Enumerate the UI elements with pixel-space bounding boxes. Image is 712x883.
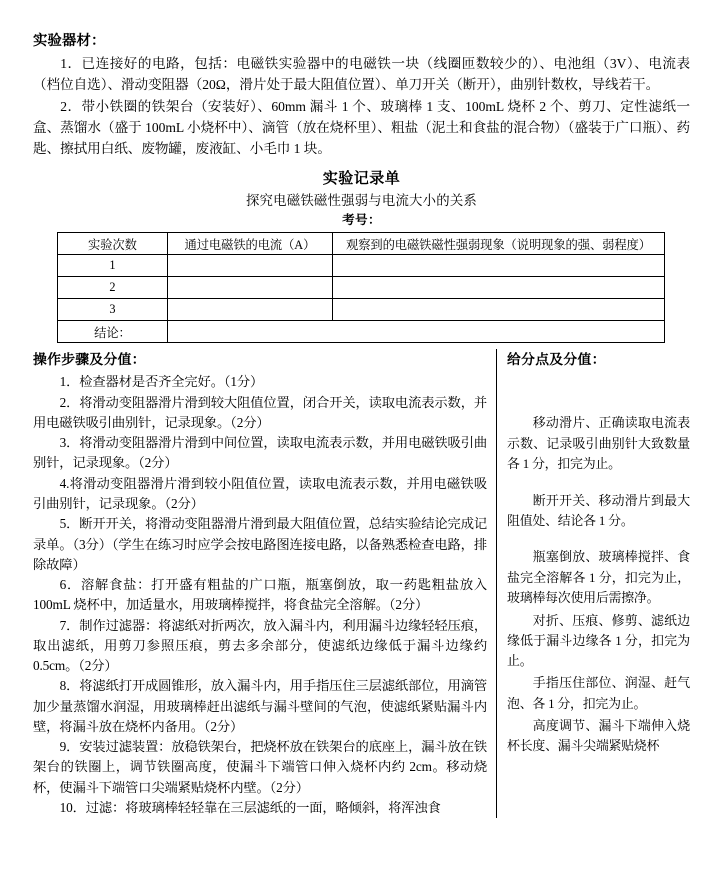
scoring-item: 高度调节、漏斗下端伸入烧杯长度、漏斗尖端紧贴烧杯: [507, 718, 690, 753]
table-row: [58, 299, 665, 321]
materials-item: 2．带小铁圈的铁架台（安装好）、60mm 漏斗 1 个、玻璃棒 1 支、100mL 烧杯 2 个、剪刀、定性滤纸一盒、蒸馏水（盛于 100mL 小烧杯中）、滴管（放在烧杯里）、粗盐（泥土和食盐的混合物）（盛装于广口瓶）、药匙、擦拭用白纸、废物罐，废液缸、小毛巾 1 块。: [33, 98, 690, 157]
conclusion-label: 结论：: [58, 321, 168, 343]
cell-current[interactable]: [167, 277, 332, 299]
scoring-item: 对折、压痕、修剪、滤纸边缘低于漏斗边缘各 1 分，扣完为止。: [507, 613, 690, 669]
materials-item: 1．已连接好的电路，包括：电磁铁实验器中的电磁铁一块（线圈匝数较少的）、电池组（3V）、电流表（档位自选）、滑动变阻器（20Ω，滑片处于最大阻值位置）、单刀开关（断开），曲别针数枚，导线若干。: [33, 56, 690, 93]
record-sheet-title: 实验记录单: [322, 171, 401, 188]
step-item: 3．将滑动变阻器滑片滑到中间位置，读取电流表示数，并用电磁铁吸引曲别针，记录现象。（2分）: [33, 435, 487, 471]
steps-heading: 操作步骤及分值：: [33, 352, 146, 368]
scoring-item: 移动滑片、正确读取电流表示数、记录吸引曲别针大致数量各 1 分，扣完为止。: [507, 416, 690, 471]
step-item: 4.将滑动变阻器滑片滑到较小阻值位置，读取电流表示数，并用电磁铁吸引曲别针，记录现象。（2分）: [33, 475, 487, 511]
record-table-wrap: [33, 232, 690, 343]
column-header-trial: 实验次数: [58, 233, 168, 255]
cell-observation[interactable]: [332, 255, 664, 277]
step-item: 8．将滤纸打开成圆锥形，放入漏斗内，用手指压住三层滤纸部位，用滴管加少量蒸馏水润湿，用玻璃棒赶出滤纸与漏斗壁间的气泡，使滤纸紧贴漏斗内壁，将漏斗放在烧杯内备用。（2分）: [33, 678, 487, 734]
row-index: 2: [58, 277, 168, 299]
step-item: 9．安装过滤装置：放稳铁架台，把烧杯放在铁架台的底座上，漏斗放在铁架台的铁圈上，调节铁圈高度，使漏斗下端管口伸入烧杯内约 2cm。移动烧杯，使漏斗下端管口尖端紧贴烧杯内壁。（2分）: [33, 739, 487, 795]
column-header-current: 通过电磁铁的电流（A）: [167, 233, 332, 255]
column-header-observation: 观察到的电磁铁磁性强弱现象（说明现象的强、弱程度）: [332, 233, 664, 255]
steps-column: [33, 349, 496, 818]
scoring-item: 手指压住部位、润湿、赶气泡、各 1 分，扣完为止。: [507, 676, 690, 711]
step-item: 5．断开开关，将滑动变阻器滑片滑到最大阻值位置，总结实验结论完成记录单。（3分）（学生在练习时应学会按电路图连接电路，以备熟悉检查电路，排除故障）: [33, 516, 487, 572]
exam-number-label: 考号：: [342, 213, 381, 228]
step-item: 7．制作过滤器：将滤纸对折两次，放入漏斗内，利用漏斗边缘轻轻压痕，取出滤纸，用剪刀参照压痕，剪去多余部分，使滤纸边缘低于漏斗边缘约0.5cm。（2分）: [33, 617, 487, 674]
scoring-column: [496, 349, 690, 818]
record-table: [57, 232, 665, 343]
scoring-item: 断开开关、移动滑片到最大阻值处、结论各 1 分。: [507, 493, 690, 529]
two-column-section: [33, 349, 690, 818]
materials-section: [33, 30, 690, 159]
record-sheet-header: [33, 168, 690, 230]
scoring-heading: 给分点及分值：: [507, 352, 606, 368]
conclusion-value[interactable]: [167, 321, 664, 343]
step-item: 1．检查器材是否齐全完好。（1分）: [59, 374, 264, 390]
row-index: 3: [58, 299, 168, 321]
step-item: 2．将滑动变阻器滑片滑到较大阻值位置，闭合开关，读取电流表示数，并用电磁铁吸引曲别针，记录现象。（2分）: [33, 394, 487, 430]
materials-heading: 实验器材：: [33, 33, 106, 49]
cell-current[interactable]: [167, 255, 332, 277]
table-row: [58, 277, 665, 299]
row-index: 1: [58, 255, 168, 277]
step-item: 6．溶解食盐：打开盛有粗盐的广口瓶，瓶塞倒放，取一药匙粗盐放入 100mL 烧杯中，加适量水，用玻璃棒搅拌，将食盐完全溶解。（2分）: [33, 577, 487, 613]
cell-current[interactable]: [167, 299, 332, 321]
cell-observation[interactable]: [332, 299, 664, 321]
step-item: 10．过滤：将玻璃棒轻轻靠在三层滤纸的一面，略倾斜，将浑浊食: [59, 799, 441, 815]
table-header-row: [58, 233, 665, 255]
cell-observation[interactable]: [332, 277, 664, 299]
record-sheet-subtitle: 探究电磁铁磁性强弱与电流大小的关系: [245, 192, 478, 208]
table-row: [58, 255, 665, 277]
table-conclusion-row: [58, 321, 665, 343]
scoring-item: 瓶塞倒放、玻璃棒搅拌、食盐完全溶解各 1 分，扣完为止，玻璃棒每次使用后需擦净。: [507, 550, 690, 605]
